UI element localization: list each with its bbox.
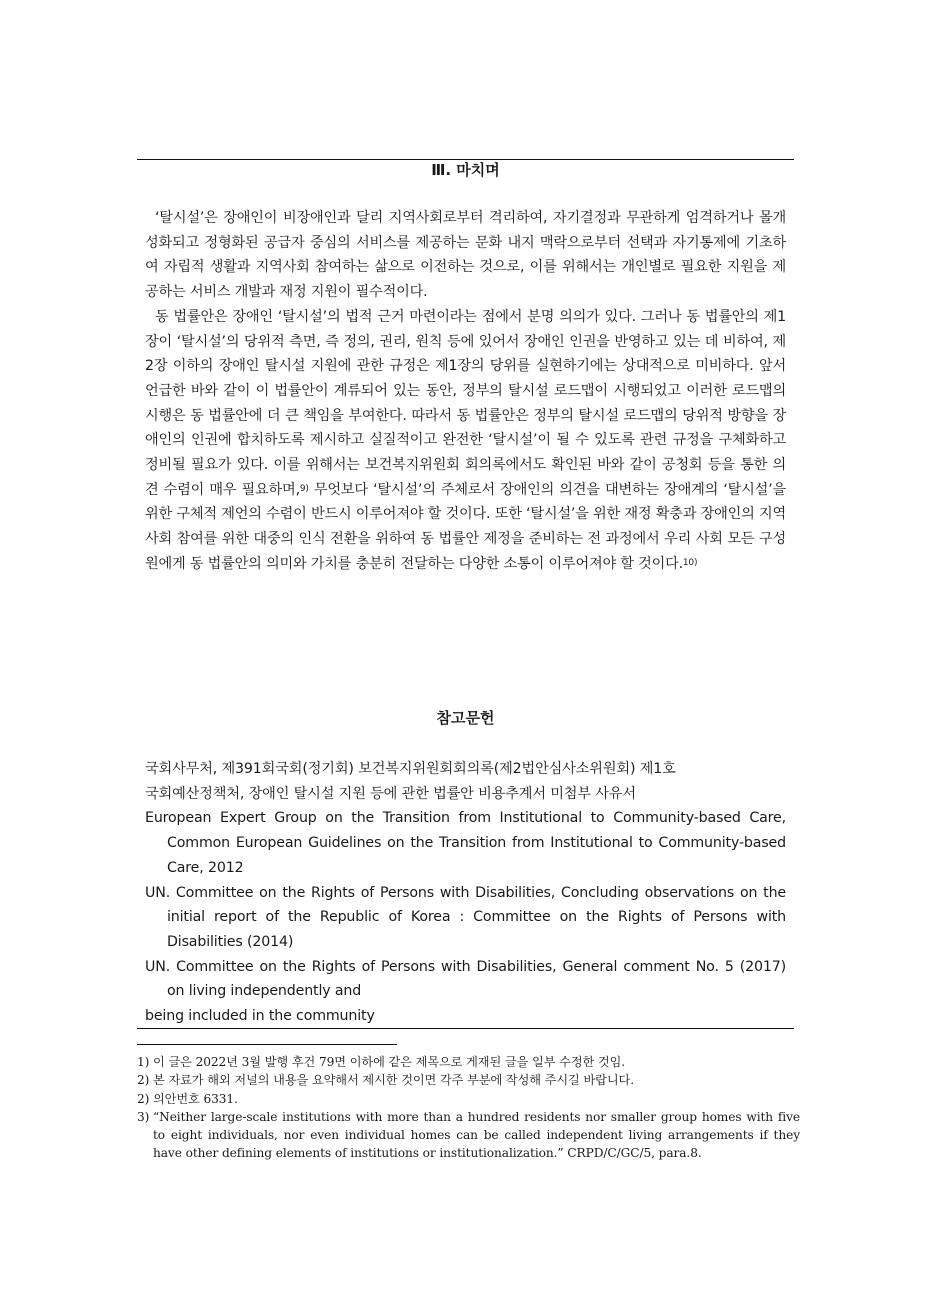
reference-item: 국회예산정책처, 장애인 탈시설 지원 등에 관한 법률안 비용추계서 미첨부 사유서 — [145, 785, 636, 802]
paragraph-2 — [145, 305, 786, 577]
references-heading: 참고문헌 — [436, 709, 495, 727]
paragraph-1-text: ‘탈시설’은 장애인이 비장애인과 달리 지역사회로부터 격리하여, 자기결정과 무관하게 엄격하거나 몰개성화되고 정형화된 공급자 중심의 서비스를 제공하는 문화 내지 맥락으로부터 선택과 자기통제에 기초하여 자립적 생활과 지역사회 참여하는 삶으로 이전하는 것으로, 이를 위해서는 개인별로 필요한 지원을 제공하는 서비스 개발과 재정 지원이 필수적이다. — [145, 210, 786, 301]
footnote-text: 본 자료가 해외 저널의 내용을 요약해서 제시한 것이면 각주 부분에 작성해 주시길 바랍니다. — [153, 1073, 634, 1088]
reference-item-continuation: being included in the community — [145, 1008, 375, 1025]
footnote-item — [137, 1090, 800, 1108]
footnote-separator — [137, 1044, 397, 1045]
footnote-mark: 3) — [137, 1109, 150, 1124]
reference-item: European Expert Group on the Transition from Institutional to Community-based Care, Common European Guidelines on the Transition from Institutional to Community-based Care, 2012 — [145, 810, 786, 876]
footnotes — [137, 1053, 800, 1163]
references-rule-bottom — [137, 1028, 794, 1029]
footnote-text: 의안번호 6331. — [153, 1091, 238, 1106]
footnote-mark: 2) — [137, 1091, 150, 1106]
footnote-ref-9[interactable]: 9) — [299, 483, 309, 494]
footnote-mark: 1) — [137, 1055, 150, 1069]
reference-item: UN. Committee on the Rights of Persons with Disabilities, Concluding observations on the initial report of the Republic of Korea : Committee on the Rights of Persons with Disabilities (2014) — [145, 884, 786, 950]
reference-list — [145, 757, 786, 1029]
footnote-text: “Neither large-scale institutions with more than a hundred residents nor smaller group homes with five to eight individuals, nor even individual homes can be called independent living arrangements if they have other defining elements of institutions or institutionalization.” CRPD/C/GC/5, para.8. — [153, 1109, 800, 1161]
body-text — [145, 206, 786, 577]
paragraph-2-text-b: 무엇보다 ‘탈시설’의 주체로서 장애인의 의견을 대변하는 장애계의 ‘탈시설’을 위한 구체적 제언의 수렴이 반드시 이루어져야 할 것이다. 또한 ‘탈시설’을 위한 재정 확충과 장애인의 지역사회 참여를 위한 대중의 인식 전환을 위하여 동 법률안 제정을 준비하는 전 과정에서 우리 사회 모든 구성원에게 동 법률안의 의미와 가치를 충분히 전달하는 다양한 소통이 이루어져야 할 것이다. — [145, 481, 786, 572]
reference-item: 국회사무처, 제391회국회(정기회) 보건복지위원회회의록(제2법안심사소위원회) 제1호 — [145, 761, 676, 777]
footnote-text: 이 글은 2022년 3월 발행 후건 79면 이하에 같은 제목으로 게재된 글을 일부 수정한 것임. — [153, 1055, 626, 1069]
reference-item: UN. Committee on the Rights of Persons with Disabilities, General comment No. 5 (2017) on living independently and — [145, 958, 786, 1000]
paragraph-1 — [145, 206, 786, 305]
footnote-mark: 2) — [137, 1073, 150, 1088]
footnote-item — [137, 1071, 800, 1089]
section-heading: Ⅲ. 마치며 — [431, 161, 500, 179]
footnote-ref-10[interactable]: 10) — [682, 557, 698, 568]
paragraph-2-text-a: 동 법률안은 장애인 ‘탈시설’의 법적 근거 마련이라는 점에서 분명 의의가 있다. 그러나 동 법률안의 제1장이 ‘탈시설’의 당위적 측면, 즉 정의, 권리, 원칙 등에 있어서 장애인 인권을 반영하고 있는 데 비하여, 제2장 이하의 장애인 탈시설 지원에 관한 규정은 제1장의 당위를 실현하기에는 상대적으로 미비하다. 앞서 언급한 바와 같이 이 법률안이 계류되어 있는 동안, 정부의 탈시설 로드맵이 시행되었고 이러한 로드맵의 시행은 동 법률안에 더 큰 책임을 부여한다. 따라서 동 법률안은 정부의 탈시설 로드맵의 당위적 방향을 장애인의 인권에 합치하도록 제시하고 실질적이고 완전한 ‘탈시설’이 될 수 있도록 관련 규정을 구체화하고 정비될 필요가 있다. 이를 위해서는 보건복지위원회 회의록에서도 확인된 바와 같이 공청회 등을 통한 의견 수렴이 매우 필요하며, — [145, 308, 786, 498]
footnote-item — [137, 1053, 800, 1071]
footnote-item — [137, 1108, 800, 1163]
